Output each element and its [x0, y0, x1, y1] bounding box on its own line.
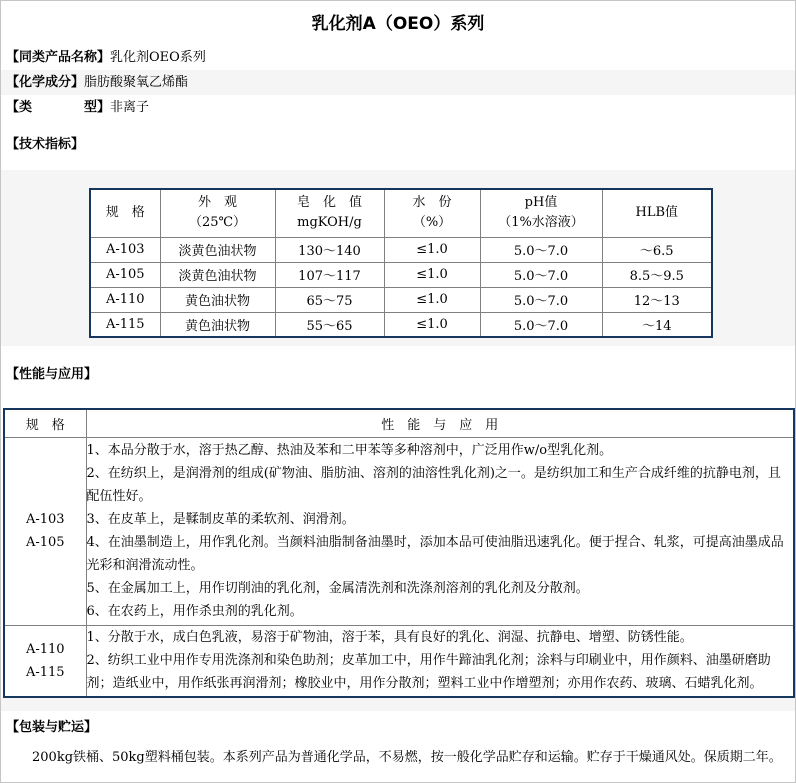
info-value: 脂肪酸聚氧乙烯酯 — [84, 75, 189, 90]
spec-cell: A-110 A-115 — [4, 625, 86, 697]
section-label-packaging: 【包装与贮运】 — [6, 720, 98, 735]
spec-cell: A-103 A-105 — [4, 437, 86, 625]
table-row — [90, 312, 712, 337]
table-cell: A-110 — [90, 287, 160, 312]
performance-item: 2、纺织工业中用作专用洗涤剂和染色助剂；皮革加工中，用作牛蹄油乳化剂；涂料与印刷业中，用作颜料、油墨研磨助剂；造纸业中，用作纸张再润滑剂；橡胶业中，用作分散剂；塑料工业中作增塑剂；亦用作农药、玻璃、石蜡乳化剂。 — [86, 653, 771, 692]
performance-item: 6、在农药上，用作杀虫剂的乳化剂。 — [86, 604, 303, 619]
performance-item: 4、在油墨制造上，用作乳化剂。当颜料油脂制备油墨时，添加本品可使油脂迅速乳化。便于捏合、轧浆，可提高油墨成品光彩和润滑流动性。 — [86, 535, 784, 573]
header-spec: 规 格 — [90, 189, 160, 237]
info-value: 非离子 — [110, 100, 150, 115]
table-cell: ≤1.0 — [384, 312, 480, 337]
info-label: 【同类产品名称】 — [6, 50, 111, 65]
table-cell: 淡黄色油状物 — [160, 262, 275, 287]
performance-item: 1、分散于水，成白色乳液，易溶于矿物油，溶于苯，具有良好的乳化、润湿、抗静电、增塑、防锈性能。 — [86, 630, 693, 646]
packaging-text: 200kg铁桶、50kg塑料桶包装。本系列产品为普通化学品，不易燃，按一般化学品贮存和运输。贮存于干燥通风处。保质期二年。 — [32, 750, 782, 765]
table-cell: ≤1.0 — [384, 287, 480, 312]
table-cell: ～6.5 — [602, 237, 712, 262]
info-label: 【化学成分】 — [6, 75, 85, 90]
performance-item: 2、在纺织上，是润滑剂的组成(矿物油、脂肪油、溶剂的油溶性乳化剂)之一。是纺织加工和生产合成纤维的抗静电剂，且配伍性好。 — [86, 466, 781, 504]
product-info-list — [1, 45, 795, 120]
header-saponification-value: 皂 化 值 mgKOH/g — [275, 189, 384, 237]
performance-items-cell — [86, 625, 794, 697]
table-cell: A-105 — [90, 262, 160, 287]
page-title: 乳化剂A（OEO）系列 — [311, 14, 485, 34]
table-cell: 65～75 — [275, 287, 384, 312]
table-cell: ～14 — [602, 312, 712, 337]
performance-table — [3, 408, 795, 698]
table-cell: 5.0～7.0 — [480, 312, 602, 337]
info-value: 乳化剂OEO系列 — [110, 50, 206, 65]
table-cell: 8.5～9.5 — [602, 262, 712, 287]
header-spec: 规 格 — [4, 409, 86, 437]
table-cell: 黄色油状物 — [160, 287, 275, 312]
section-divider — [1, 698, 795, 711]
performance-items-cell — [86, 437, 794, 625]
header-performance: 性 能 与 应 用 — [86, 409, 794, 437]
header-hlb: HLB值 — [602, 189, 712, 237]
performance-item: 5、在金属加工上，用作切削油的乳化剂，金属清洗剂和洗涤剂溶剂的乳化剂及分散剂。 — [86, 581, 589, 596]
info-row-chemical-composition — [1, 70, 795, 95]
table-cell: 黄色油状物 — [160, 312, 275, 337]
table-row — [90, 237, 712, 262]
table-cell: 淡黄色油状物 — [160, 237, 275, 262]
table-cell: ≤1.0 — [384, 262, 480, 287]
table-cell: 5.0～7.0 — [480, 262, 602, 287]
table-cell: A-115 — [90, 312, 160, 337]
info-row-product-name — [1, 45, 795, 70]
table-header-row — [90, 189, 712, 237]
header-appearance: 外 观 （25℃） — [160, 189, 275, 237]
technical-specs-table — [89, 188, 713, 338]
table-cell: 5.0～7.0 — [480, 287, 602, 312]
section-label-performance: 【性能与应用】 — [6, 367, 98, 382]
performance-item: 1、本品分散于水，溶于热乙醇、热油及苯和二甲苯等多种溶剂中，广泛用作w/o型乳化剂。 — [86, 443, 613, 458]
table-cell: 55～65 — [275, 312, 384, 337]
table-cell: 12～13 — [602, 287, 712, 312]
table-row — [90, 287, 712, 312]
table-header-row — [4, 409, 794, 437]
table-row — [4, 437, 794, 625]
performance-item: 3、在皮革上，是鞣制皮革的柔软剂、润滑剂。 — [86, 512, 355, 527]
table-row — [4, 625, 794, 697]
table-cell: 107～117 — [275, 262, 384, 287]
table-cell: A-103 — [90, 237, 160, 262]
table-cell: 130～140 — [275, 237, 384, 262]
section-label-technical-specs: 【技术指标】 — [6, 137, 85, 152]
table-cell: 5.0～7.0 — [480, 237, 602, 262]
table-cell: ≤1.0 — [384, 237, 480, 262]
table-row — [90, 262, 712, 287]
technical-specs-band — [1, 170, 795, 346]
header-moisture: 水 份 （%） — [384, 189, 480, 237]
info-row-type — [1, 95, 795, 120]
header-ph: pH值 （1%水溶液） — [480, 189, 602, 237]
info-label: 【类 型】 — [6, 100, 111, 115]
